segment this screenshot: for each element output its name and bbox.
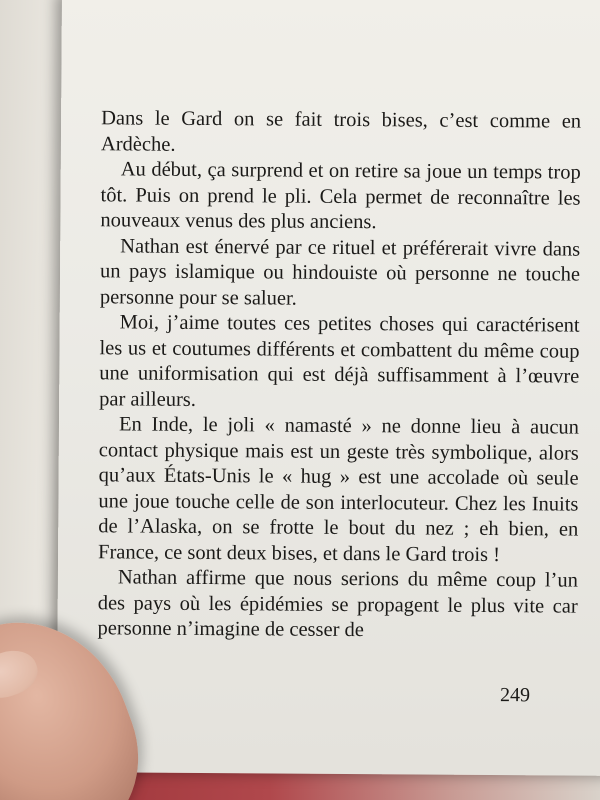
page-number: 249 <box>500 684 531 707</box>
thumbnail-nail <box>0 643 43 705</box>
paragraph: En Inde, le joli « namasté » ne donne lieu à aucun contact physique mais est un geste très symbolique, alors qu’aux États-Unis le « hug » est une accolade où seule une joue touche celle de son interlocuteur. Chez les Inuits de l’Alaska, on se frotte le bout du nez ; eh bien, en France, ce sont deux bises, et dans le Gard trois ! <box>98 413 580 566</box>
paragraph: Nathan affirme que nous serions du même coup l’un des pays où les épidémies se propagent le plus vite car personne n’imagine de cesser de <box>97 566 578 642</box>
paragraph: Moi, j’aime toutes ces petites choses qui caractérisent les us et coutumes différents et combattent du même coup une uniformisation qui est déjà suffisamment à l’œuvre par ailleurs. <box>99 311 580 411</box>
paragraph: Nathan est énervé par ce rituel et préférerait vivre dans un pays islamique ou hindouiste où personne ne touche personne pour se saluer. <box>99 234 581 310</box>
page-body <box>97 106 581 645</box>
show-through-text <box>142 1 600 4</box>
paragraph: Au début, ça surprend et on retire sa joue un temps trop tôt. Puis on prend le pli. Cela permet de reconnaître les nouveaux venus des plus anciens. <box>100 158 581 234</box>
paragraph: Dans le Gard on se fait trois bises, c’est comme en Ardèche. <box>100 107 582 156</box>
book-page <box>57 0 600 776</box>
